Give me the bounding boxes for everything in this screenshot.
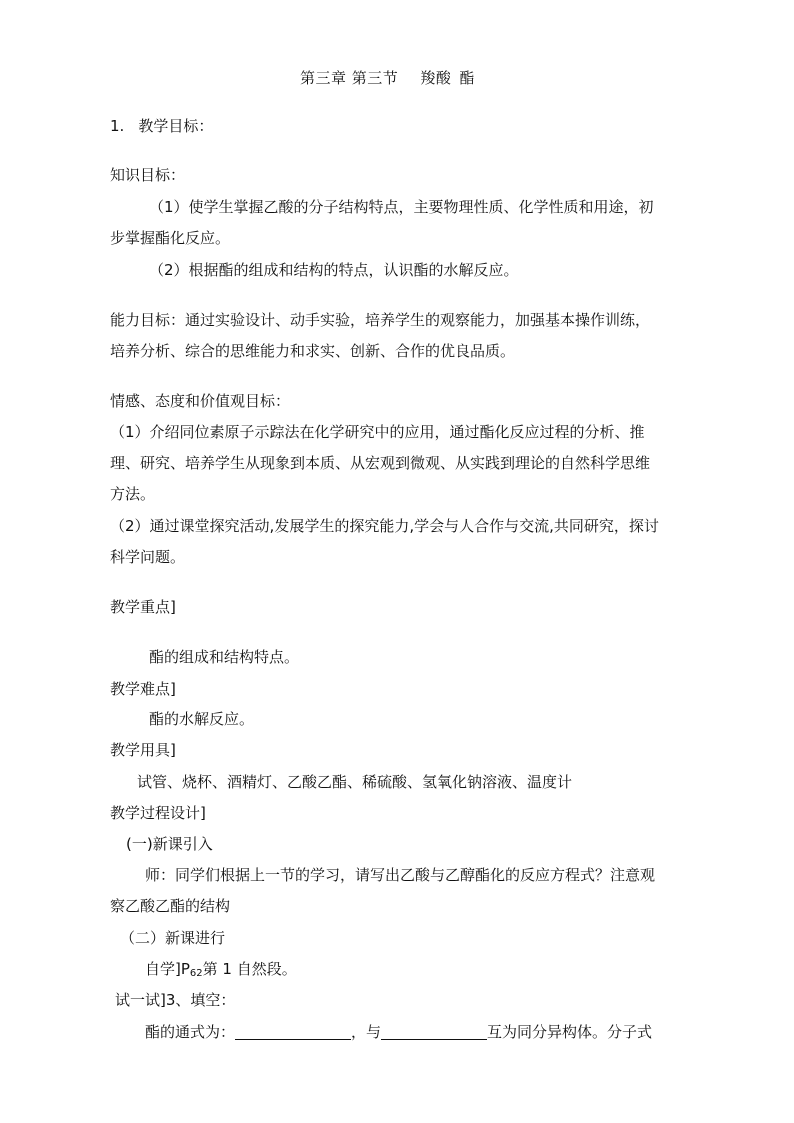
fill-blank-line [145, 1022, 652, 1042]
knowledge-item-1-cont: 步掌握酯化反应。 [110, 229, 231, 247]
key-points-label: 教学重点] [110, 598, 176, 616]
title-topic-b: 酯 [459, 69, 475, 87]
ability-line-2: 培养分析、综合的思维能力和求实、创新、合作的优良品质。 [110, 342, 516, 360]
difficulty-text: 酯的水解反应。 [149, 710, 255, 728]
emotion-item-1-line-2: 理、研究、培养学生从现象到本质、从宏观到微观、从实践到理论的自然科学思维 [110, 454, 651, 472]
try-label: 试一试]3、填空： [115, 991, 236, 1009]
ability-line-1: 能力目标：通过实验设计、动手实验，培养学生的观察能力，加强基本操作训练， [110, 311, 651, 329]
knowledge-item-2-text: 根据酯的组成和结构的特点，认识酯的水解反应。 [188, 261, 519, 279]
teacher-line-1: 师：同学们根据上一节的学习，请写出乙酸与乙醇酯化的反应方程式？注意观 [145, 866, 656, 884]
title-chapter: 第三章 [300, 69, 347, 87]
knowledge-item-1-text: 使学生掌握乙酸的分子结构特点，主要物理性质、化学性质和用途，初 [188, 198, 654, 216]
blank-isomer[interactable] [381, 1023, 487, 1040]
title-topic-a: 羧酸 [420, 69, 452, 87]
knowledge-item-1-num: （1） [149, 198, 189, 216]
self-study [145, 959, 297, 984]
blank-general-formula[interactable] [235, 1023, 351, 1040]
teacher-line-2: 察乙酸乙酯的结构 [110, 897, 231, 915]
tools-label: 教学用具] [110, 741, 176, 759]
self-study-page: 62 [189, 968, 203, 979]
fill-text-3: 互为同分异构体。分子式 [487, 1023, 653, 1041]
self-study-prefix: 自学]P [145, 960, 190, 978]
knowledge-label: 知识目标： [110, 166, 186, 184]
knowledge-item-2-num: （2） [149, 261, 189, 279]
emotion-item-1-line-1: （1）介绍同位素原子示踪法在化学研究中的应用，通过酯化反应过程的分析、推 [110, 423, 645, 441]
heading-text: 教学目标： [138, 117, 214, 135]
fill-text-2: ，与 [351, 1023, 382, 1041]
emotion-item-1-line-3: 方法。 [110, 485, 156, 503]
self-study-suffix: 第 1 自然段。 [202, 960, 297, 978]
fill-text-1: 酯的通式为： [145, 1023, 236, 1041]
heading-number: 1. [110, 117, 125, 135]
emotion-label: 情感、态度和价值观目标： [110, 392, 291, 410]
difficulty-label: 教学难点] [110, 680, 176, 698]
key-points-text: 酯的组成和结构特点。 [149, 648, 300, 666]
part-1-label: (一)新课引入 [126, 835, 213, 853]
tools-text: 试管、烧杯、酒精灯、乙酸乙酯、稀硫酸、氢氧化钠溶液、温度计 [137, 773, 573, 791]
title-section: 第三节 [351, 69, 399, 87]
emotion-item-2-line-1: （2）通过课堂探究活动,发展学生的探究能力,学会与人合作与交流,共同研究，探讨 [110, 517, 659, 535]
knowledge-item-2 [149, 260, 519, 280]
process-label: 教学过程设计] [110, 804, 206, 822]
emotion-item-2-line-2: 科学问题。 [110, 548, 186, 566]
knowledge-item-1 [149, 197, 654, 217]
page-title [300, 68, 475, 88]
part-2-label: （二）新课进行 [120, 929, 226, 947]
section-heading-objectives [110, 116, 213, 136]
